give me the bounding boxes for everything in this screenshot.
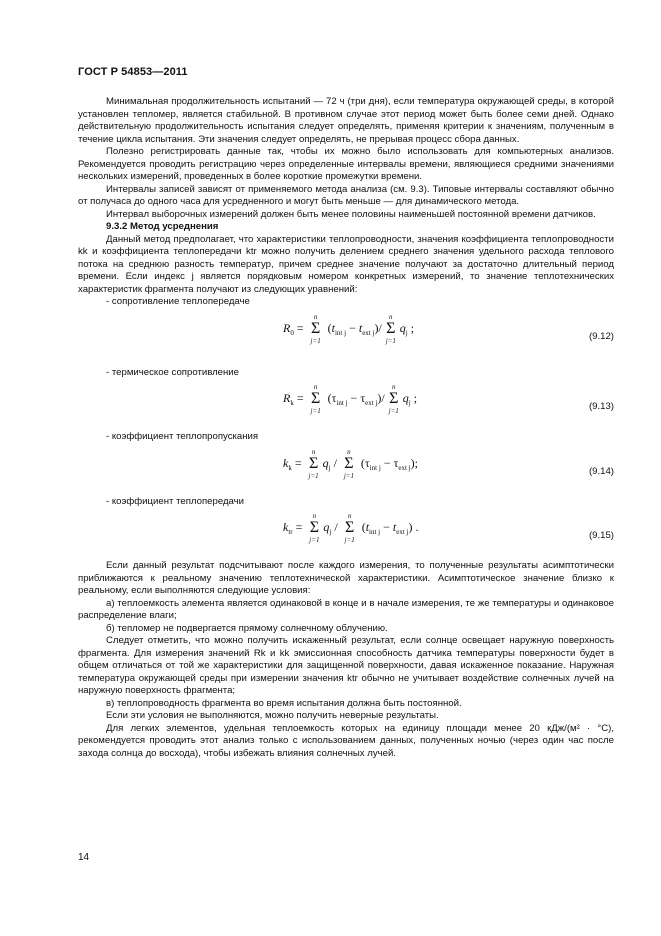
document-body [78,96,614,760]
paragraph-asymptotic: Если данный результат подсчитывают после каждого измерения, то полученные результаты асимптотически приближаются к реальному значению теплотехнической характеристики. Асимптотическое значение близко к реальному, если выполняются следующие условия: [78,560,614,596]
equation-number: (9.13) [588,401,614,412]
paragraph-invalid: Если эти условия не выполняются, можно получить неверные результаты. [106,710,439,721]
paragraph-method: Данный метод предполагает, что характеристики теплопроводности, значения коэффициента теплопроводности kk и коэффициента теплопередачи ktr можно получить делением среднего значения удельного расхода теплового потока на среднюю разность температур, причем среднее значение получают за достаточно длительный период времени. Если индекс j является порядковым номером конкретных измерений, то значение теплотехнических характеристик фрагмента получают из следующих уравнений: [78,233,614,295]
list-item-heat-transfer: - коэффициент теплопередачи [106,495,245,507]
equation-9-13: $R_k$ = n Σ j=1 $(\tau_{int j} - \tau_{ext j})/$ n Σ j=1 $q_j$ ; (9.13) [283,383,614,415]
equation-9-12: $R_0$ = n Σ j=1 $(t_{int j} - t_{ext j})/$ n Σ j=1 $q_j$ ; (9.12) [283,312,614,345]
paragraph-sampling: Интервал выборочных измерений должен быть менее половины наименьшей постоянной времени датчиков. [106,208,596,220]
list-item-thermal-resistance: - термическое сопротивление [106,366,239,378]
equation-number: (9.14) [588,465,614,477]
list-item-resistance: - сопротивление теплопередаче [106,296,250,307]
condition-v: в) теплопроводность фрагмента во время испытания должна быть постоянной. [106,697,462,709]
paragraph-light-elements: Для легких элементов, удельная теплоемкость которых на единицу площади менее 20 кДж/(м² · °C), рекомендуется проводить этот анализ только с использованием данных, полученных ночью (через один час после захода солнца до восхода), чтобы избежать влияния солнечных лучей. [78,722,614,759]
document-id: ГОСТ Р 54853—2011 [78,66,188,78]
equation-number: (9.12) [588,330,614,342]
paragraph-registration: Полезно регистрировать данные так, чтобы их можно было использовать для компьютерных анализов. Рекомендуется проводить регистрацию через определенные интервалы времени, являющиеся средними значениями нескольких измерений, проведенных в более короткие промежутки времени. [78,146,614,182]
equation-9-14: $k_k$ = n Σ j=1 $q_j$ / n Σ j=1 $(\tau_{int j} - \tau_{ext j})$; (9.14) [283,447,614,480]
paragraph-distortion: Следует отметить, что можно получить искаженный результат, если солнце освещает наружную поверхность фрагмента. Для измерения значений Rk и kk эмиссионная способность датчика температуры поверхности будет в общем отличаться от той же характеристики для защищенной поверхности, давая искаженное показание. Наружная температура окружающей среды при измерении значения ktr обычно не учитывает воздействие солнечных лучей на наружную поверхность фрагмента; [78,635,614,696]
paragraph-duration: Минимальная продолжительность испытаний — 72 ч (три дня), если температура окружающей среды, в которой установлен тепломер, является стабильной. В противном случае этот период может быть более семи дней. Однако действительную продолжительность испытания следует определять, применяя критерии к значениям, полученным в течение цикла испытания. Эти значения следует определять, не прерывая процесс сбора данных. [78,96,614,145]
equation-number: (9.15) [588,530,614,541]
condition-a: а) теплоемкость элемента является одинаковой в конце и в начале измерения, те же температуры и одинаковое распределение влаги; [78,597,614,621]
page-number: 14 [78,852,90,863]
list-item-transmittance: - коэффициент теплопропускания [106,431,259,442]
section-heading: 9.3.2 Метод усреднения [106,221,219,232]
equation-9-15: $k_{tr}$ = n Σ j=1 $q_j$ / n Σ j=1 $(t_{int j} - t_{ext j})$ . (9.15) [283,512,614,544]
condition-b: б) тепломер не подвергается прямому солнечному облучению. [106,622,388,634]
paragraph-intervals: Интервалы записей зависят от применяемого метода анализа (см. 9.3). Типовые интервалы составляют обычно от получаса до одного часа для усредненного и могут быть меньше — для динамического метода. [78,183,614,207]
